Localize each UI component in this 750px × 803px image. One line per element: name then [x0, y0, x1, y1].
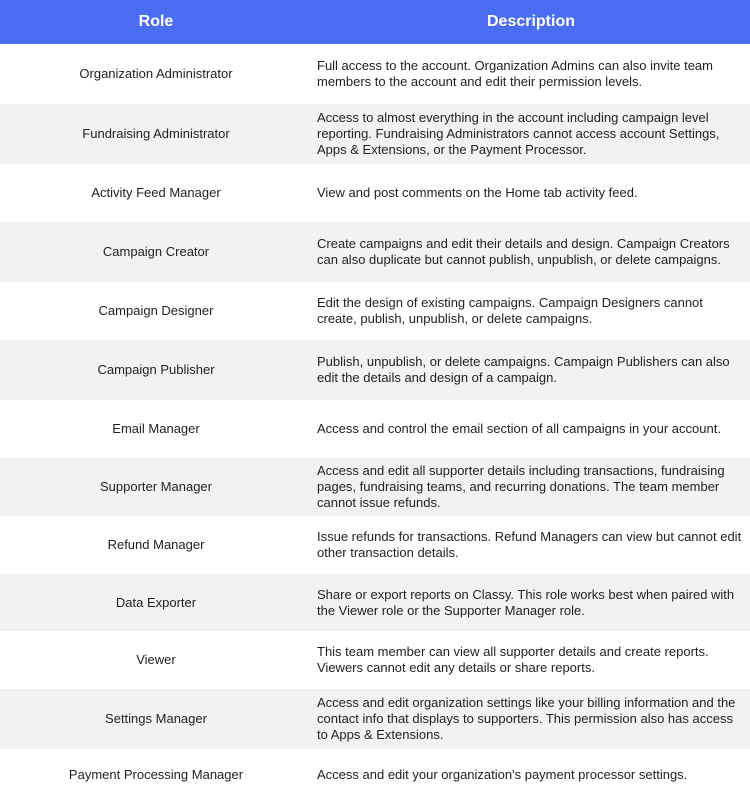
table-row [0, 104, 750, 164]
table-row [0, 282, 750, 340]
table-row [0, 44, 750, 104]
table-row [0, 631, 750, 689]
role-column-header: Role [138, 13, 174, 30]
role-cell: Activity Feed Manager [91, 185, 221, 200]
role-cell: Organization Administrator [79, 66, 233, 81]
table-row [0, 749, 750, 801]
description-cell: Access and control the email section of all campaigns in your account. [317, 421, 721, 436]
role-cell: Viewer [136, 652, 176, 667]
description-cell: Full access to the account. Organization Admins can also invite team members to the account and edit their permission levels. [317, 58, 713, 89]
description-cell: Access and edit organization settings like your billing information and the contact info that displays to supporters. This permission also has access to Apps & Extensions. [317, 695, 736, 742]
description-cell: Edit the design of existing campaigns. Campaign Designers cannot create, publish, unpublish, or delete campaigns. [317, 295, 703, 326]
role-cell: Email Manager [112, 421, 200, 436]
role-cell: Campaign Publisher [97, 362, 215, 377]
description-cell: Share or export reports on Classy. This role works best when paired with the Viewer role or the Supporter Manager role. [317, 586, 735, 618]
role-cell: Refund Manager [107, 537, 205, 552]
role-cell: Campaign Designer [98, 303, 214, 318]
role-cell: Campaign Creator [102, 244, 210, 259]
description-cell: Issue refunds for transactions. Refund Managers can view but cannot edit other transaction details. [317, 529, 742, 560]
description-cell: Access and edit your organization's payment processor settings. [317, 767, 688, 782]
description-cell: Publish, unpublish, or delete campaigns. Campaign Publishers can also edit the details and design of a campaign. [317, 354, 730, 385]
table-row [0, 222, 750, 282]
table-row [0, 689, 750, 749]
table-row [0, 164, 750, 222]
table-row [0, 516, 750, 574]
role-cell: Payment Processing Manager [68, 767, 244, 782]
role-cell: Supporter Manager [99, 479, 212, 494]
role-cell: Settings Manager [105, 711, 207, 726]
table-row [0, 340, 750, 400]
description-cell: View and post comments on the Home tab activity feed. [317, 185, 638, 200]
table-row [0, 400, 750, 458]
table-header [0, 0, 750, 44]
description-cell: Access and edit all supporter details including transactions, fundraising pages, fundraising teams, and recurring donations. The team member cannot issue refunds. [317, 463, 725, 510]
role-cell: Fundraising Administrator [82, 126, 230, 141]
description-cell: Create campaigns and edit their details and design. Campaign Creators can also duplicate but cannot publish, unpublish, or delete campaigns. [317, 236, 730, 267]
description-column-header: Description [486, 13, 575, 30]
description-cell: This team member can view all supporter details and create reports. Viewers cannot edit any details or share reports. [317, 644, 709, 675]
table-row [0, 458, 750, 516]
role-cell: Data Exporter [115, 594, 197, 610]
description-cell: Access to almost everything in the account including campaign level reporting. Fundraising Administrators cannot access account Settings, Apps & Extensions, or the Payment Processor. [317, 110, 720, 157]
table-row [0, 574, 750, 631]
